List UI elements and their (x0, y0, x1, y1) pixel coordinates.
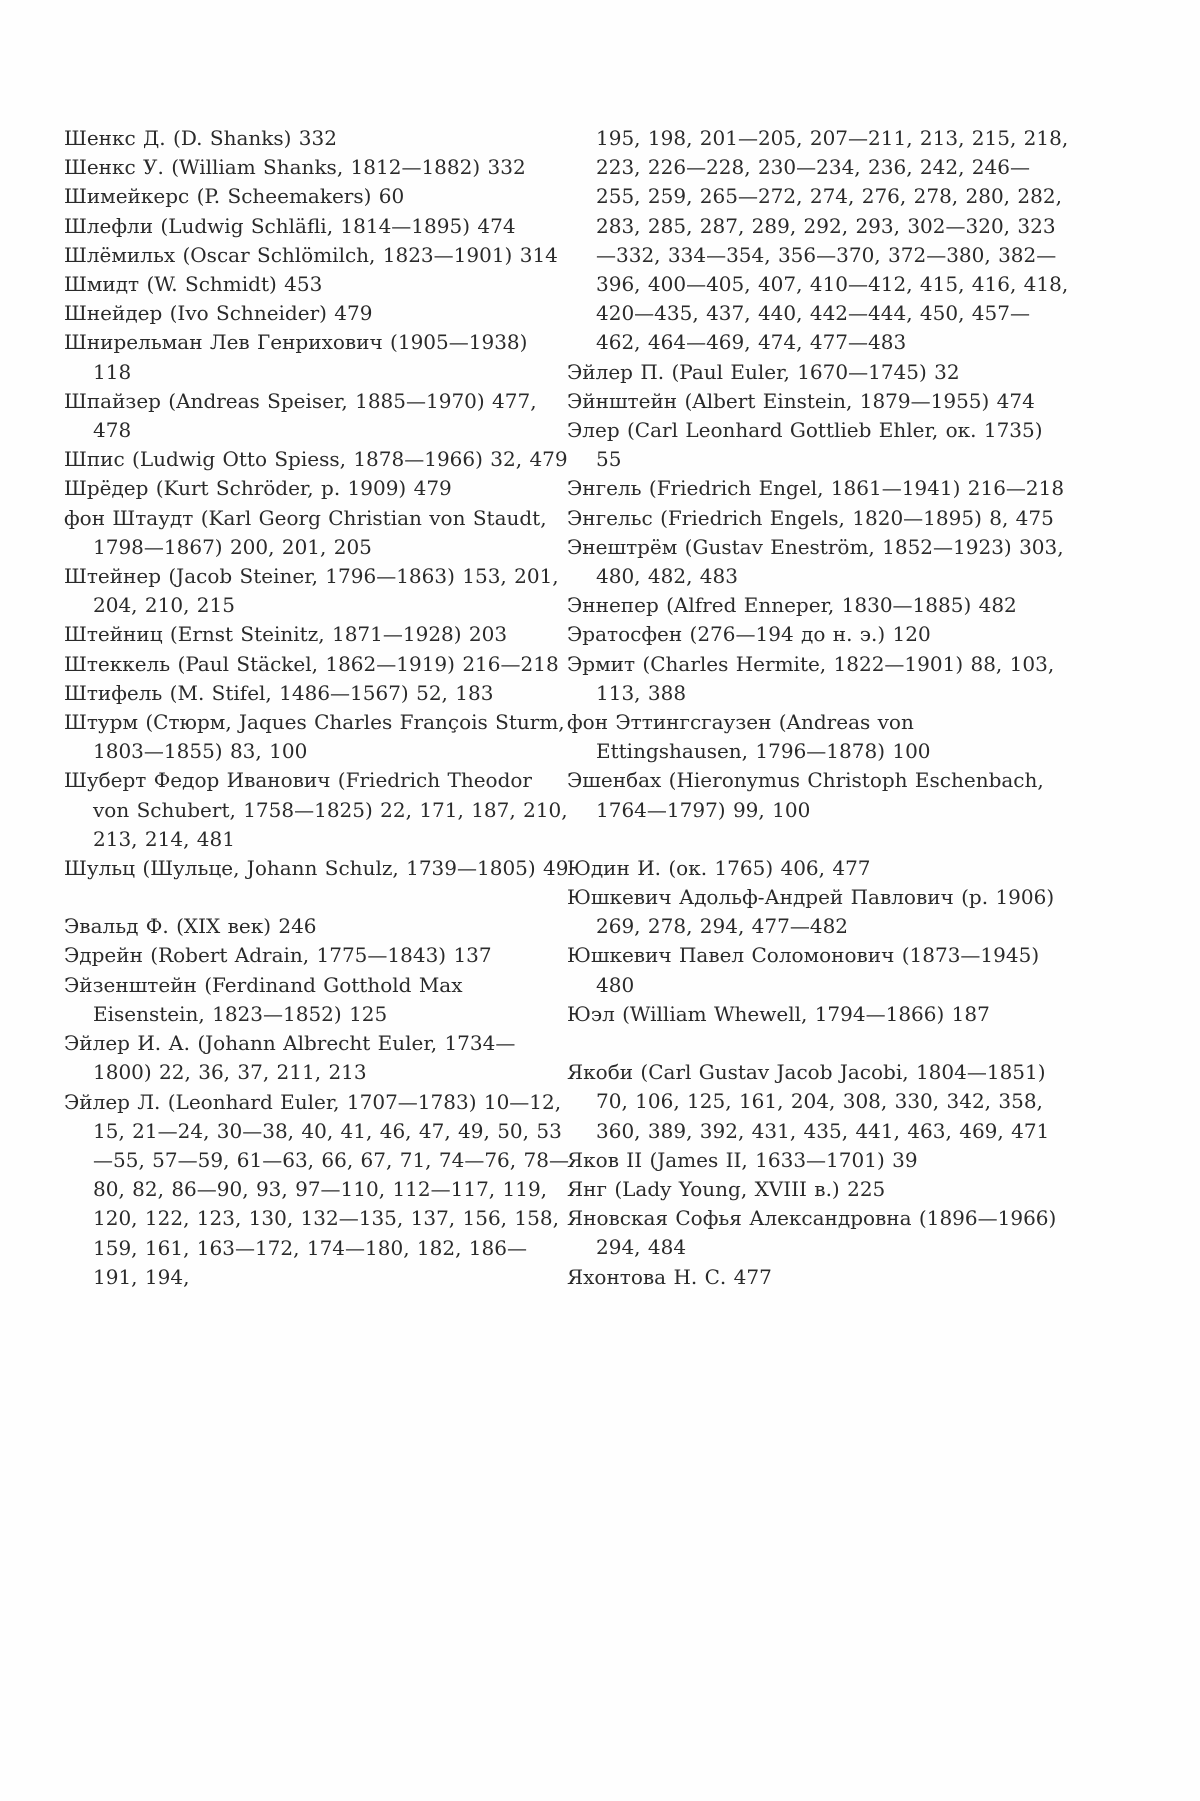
index-entry: Энгельс (Friedrich Engels, 1820—1895) 8, 475 (567, 505, 1054, 530)
index-entry: Яновская Софья Александровна (1896—1966) 294, 484 (567, 1206, 1057, 1260)
index-entry: Эрмит (Charles Hermite, 1822—1901) 88, 103, 113, 388 (567, 651, 1055, 705)
index-entry: Якоби (Carl Gustav Jacob Jacobi, 1804—1851) 70, 106, 125, 161, 204, 308, 330, 342, 358, 360, 389, 392, 431, 435, 441, 463, 469, 471 (567, 1060, 1050, 1143)
index-entry: Шульц (Шульце, Johann Schulz, 1739—1805) 49 (64, 856, 569, 881)
index-entry-continuation: 195, 198, 201—205, 207—211, 213, 215, 218, 223, 226—228, 230—234, 236, 242, 246—255, 259, 265—272, 274, 276, 278, 280, 282, 283, 285, 287, 289, 292, 293, 302—320, 323—332, 334—354, 356—370, 372—380, 382—396, 400—405, 407, 410—412, 415, 416, 418, 420—435, 437, 440, 442—444, 450, 457—462, 464—469, 474, 477—483 (596, 126, 1069, 355)
index-entry: Энгель (Friedrich Engel, 1861—1941) 216—218 (567, 476, 1065, 501)
index-entry: Шпайзер (Andreas Speiser, 1885—1970) 477, 478 (64, 388, 537, 443)
index-entry: Юшкевич Адольф-Андрей Павлович (р. 1906) 269, 278, 294, 477—482 (567, 885, 1055, 939)
index-entry: Шимейкерс (P. Scheemakers) 60 (64, 184, 405, 209)
index-entry: Эшенбах (Hieronymus Christoph Eschenbach, 1764—1797) 99, 100 (567, 768, 1044, 822)
index-entry: Яхонтова Н. С. 477 (567, 1264, 772, 1289)
index-entry: Юдин И. (ок. 1765) 406, 477 (567, 855, 871, 880)
index-column-left (64, 124, 569, 1292)
index-entry: Шпис (Ludwig Otto Spiess, 1878—1966) 32, 479 (64, 447, 568, 472)
index-entry: фон Эттингсгаузен (Andreas von Ettingshausen, 1796—1878) 100 (567, 710, 931, 764)
index-entry: Шуберт Федор Иванович (Friedrich Theodor von Schubert, 1758—1825) 22, 171, 187, 210, 213, 214, 481 (64, 768, 568, 851)
index-entry: Эннепер (Alfred Enneper, 1830—1885) 482 (567, 593, 1017, 618)
index-entry: Эйлер И. А. (Johann Albrecht Euler, 1734—1800) 22, 36, 37, 211, 213 (64, 1031, 516, 1085)
index-entry: Эйлер Л. (Leonhard Euler, 1707—1783) 10—12, 15, 21—24, 30—38, 40, 41, 46, 47, 49, 50, 53—55, 57—59, 61—63, 66, 67, 71, 74—76, 78—80, 82, 86—90, 93, 97—110, 112—117, 119, 120, 122, 123, 130, 132—135, 137, 156, 158, 159, 161, 163—172, 174—180, 182, 186—191, 194, (64, 1089, 569, 1289)
index-entry: Эйлер П. (Paul Euler, 1670—1745) 32 (567, 359, 960, 384)
index-entry: Юэл (William Whewell, 1794—1866) 187 (567, 1001, 990, 1026)
index-entry: Штеккель (Paul Stäckel, 1862—1919) 216—218 (64, 651, 559, 676)
index-entry: Эратосфен (276—194 до н. э.) 120 (567, 622, 931, 647)
index-entry: Эйнштейн (Albert Einstein, 1879—1955) 474 (567, 388, 1035, 413)
index-entry: Шрёдер (Kurt Schröder, р. 1909) 479 (64, 476, 452, 501)
index-entry: Шенкс Д. (D. Shanks) 332 (64, 126, 337, 150)
index-entry: Шлефли (Ludwig Schläfli, 1814—1895) 474 (64, 213, 516, 238)
index-entry: Яков II (James II, 1633—1701) 39 (567, 1147, 918, 1172)
index-entry: Шнейдер (Ivo Schneider) 479 (64, 301, 373, 326)
index-entry: Эйзенштейн (Ferdinand Gotthold Max Eisenstein, 1823—1852) 125 (64, 972, 463, 1026)
letter-section-gap (64, 883, 569, 912)
index-entry: Эвальд Ф. (XIX век) 246 (64, 914, 317, 939)
index-entry: Штифель (M. Stifel, 1486—1567) 52, 183 (64, 680, 494, 705)
index-entry: Энештрём (Gustav Eneström, 1852—1923) 303, 480, 482, 483 (567, 534, 1064, 589)
index-entry: Штейнер (Jacob Steiner, 1796—1863) 153, 201, 204, 210, 215 (64, 564, 559, 618)
index-entry: Шенкс У. (William Shanks, 1812—1882) 332 (64, 155, 526, 180)
letter-section-gap (567, 1029, 1072, 1058)
index-entry: Эдрейн (Robert Adrain, 1775—1843) 137 (64, 943, 492, 968)
index-entry: Юшкевич Павел Соломонович (1873—1945) 480 (567, 943, 1040, 997)
index-entry: Шнирельман Лев Генрихович (1905—1938) 118 (64, 330, 528, 384)
index-column-right (567, 124, 1072, 1292)
index-entry: Шмидт (W. Schmidt) 453 (64, 272, 323, 297)
index-entry: Шлёмильх (Oscar Schlömilch, 1823—1901) 314 (64, 242, 558, 267)
letter-section-gap (567, 825, 1072, 854)
index-entry: Янг (Lady Young, XVIII в.) 225 (567, 1176, 886, 1201)
index-entry: Элер (Carl Leonhard Gottlieb Ehler, ок. 1735) 55 (567, 418, 1043, 472)
index-entry: Штейниц (Ernst Steinitz, 1871—1928) 203 (64, 622, 508, 647)
index-entry: фон Штаудт (Karl Georg Christian von Staudt, 1798—1867) 200, 201, 205 (64, 505, 547, 559)
index-entry: Штурм (Стюрм, Jaques Charles François Sturm, 1803—1855) 83, 100 (64, 710, 565, 764)
